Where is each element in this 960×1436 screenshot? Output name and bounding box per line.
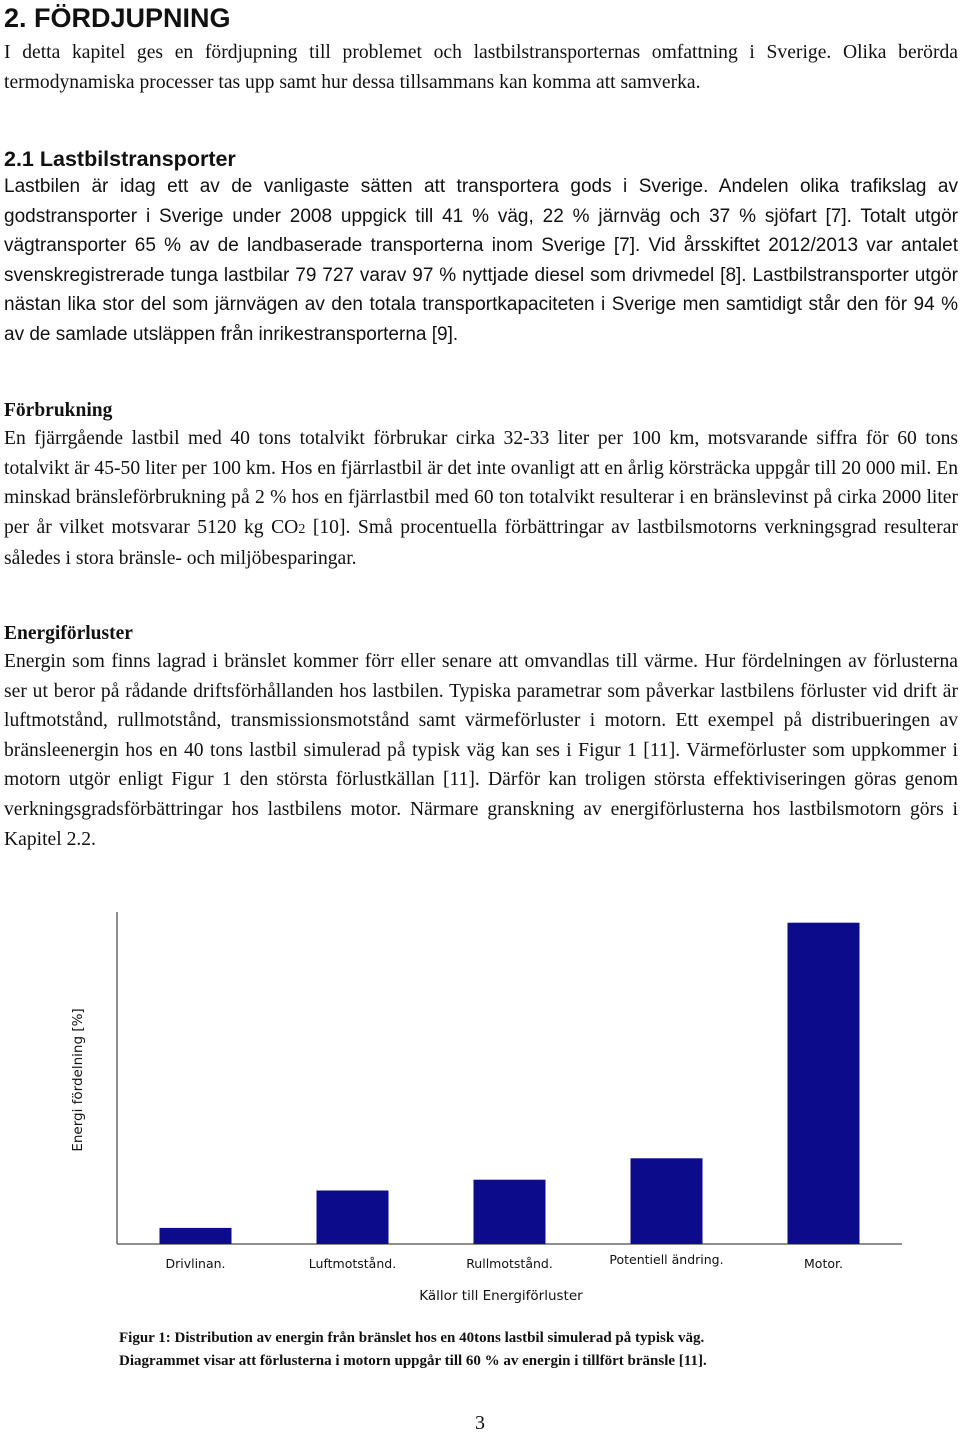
x-axis-label: Källor till Energiförluster [419,1288,583,1304]
energiforluster-heading: Energiförluster [4,623,133,644]
forbrukning-body [4,424,958,574]
bar-0 [160,1228,232,1244]
co2-main: CO [271,516,299,538]
chapter-intro: I detta kapitel ges en fördjupning till problemet och lastbilstransporternas omfattning i Sverige. Olika berörda termodynamiska processer tas upp samt hur dessa tillsammans kan komma att samverka. [4,42,958,93]
x-tick-label-1: Luftmotstånd. [308,1256,397,1271]
bar-3 [631,1158,703,1244]
y-axis-label: Energi fördelning [%] [70,1008,86,1152]
page-number: 3 [475,1412,485,1434]
forbrukning-text-2: [10]. Små procentuella förbättringar av lastbilsmotorns verkningsgrad resulterar således i stora bränsle- och miljöbesparingar. [4,516,958,570]
bar-1 [317,1191,389,1245]
x-tick-label-4: Motor. [804,1256,843,1271]
section-2-1-body: Lastbilen är idag ett av de vanligaste sätten att transportera gods i Sverige. Andelen olika trafikslag av godstransporter i Sverige under 2008 uppgick till 41 % väg, 22 % järnväg och 37 % sjöfart [7]. Totalt utgör vägtransporter 65 % av de landbaserade transporterna inom Sverige [7]. Vid årsskiftet 2012/2013 var antalet svenskregistrerade tunga lastbilar 79 727 varav 97 % nyttjade diesel som drivmedel [8]. Lastbilstransporter utgör nästan lika stor del som järnvägen av den totala transportkapaciteten i Sverige men samtidigt står den för 94 % av de samlade utsläppen från inrikestransporterna [9]. [4,176,958,345]
energy-loss-bar-chart [60,910,960,1310]
bar-2 [474,1180,546,1244]
energiforluster-body: Energin som finns lagrad i bränslet kommer förr eller senare att omvandlas till värme. Hur fördelningen av förlusterna ser ut beror på rådande driftsförhållanden hos lastbilen. Typiska parametrar som påverkar lastbilens förluster vid drift är luftmotstånd, rullmotstånd, transmissionsmotstånd samt värmeförluster i motorn. Ett exempel på distribueringen av bränsleenergin hos en 40 tons lastbil simulerad på typisk väg kan ses i Figur 1 [11]. Värmeförluster som uppkommer i motorn utgör enligt Figur 1 den största förlustkällan [11]. Därför kan troligen största effektiviseringen göras genom verkningsgradsförbättringar hos lastbilens motor. Närmare granskning av energiförlusterna hos lastbilsmotorn görs i Kapitel 2.2. [4,651,958,850]
forbrukning-heading: Förbrukning [4,400,113,421]
forbrukning-text-1: En fjärrgående lastbil med 40 tons totalvikt förbrukar cirka 32-33 liter per 100 km, motsvarande siffra för 60 tons totalvikt är 45-50 liter per 100 km. Hos en fjärrlastbil är det inte ovanligt att en årlig körsträcka uppgår till 20 000 mil. En minskad bränsleförbrukning på 2 % hos en fjärrlastbil med 60 ton totalvikt resulterar i en bränslevinst på cirka 2000 liter per år vilket motsvarar 5120 kg [4,428,958,538]
chapter-title: 2. FÖRDJUPNING [4,3,231,33]
section-title-2-1: 2.1 Lastbilstransporter [4,147,236,171]
caption-line-1: Figur 1: Distribution av energin från bränslet hos en 40tons lastbil simulerad på typisk väg. [119,1330,705,1346]
co2-subscript: 2 [298,521,306,537]
x-tick-label-2: Rullmotstånd. [466,1256,553,1271]
figure-caption [119,1327,859,1373]
caption-line-2: Diagrammet visar att förlusterna i motorn uppgår till 60 % av energin i tillfört bränsle [11]. [119,1353,707,1369]
bar-4 [788,923,860,1244]
co2-formula [271,517,305,538]
x-tick-label-3: Potentiell ändring. [609,1252,724,1267]
x-tick-label-0: Drivlinan. [165,1256,226,1271]
